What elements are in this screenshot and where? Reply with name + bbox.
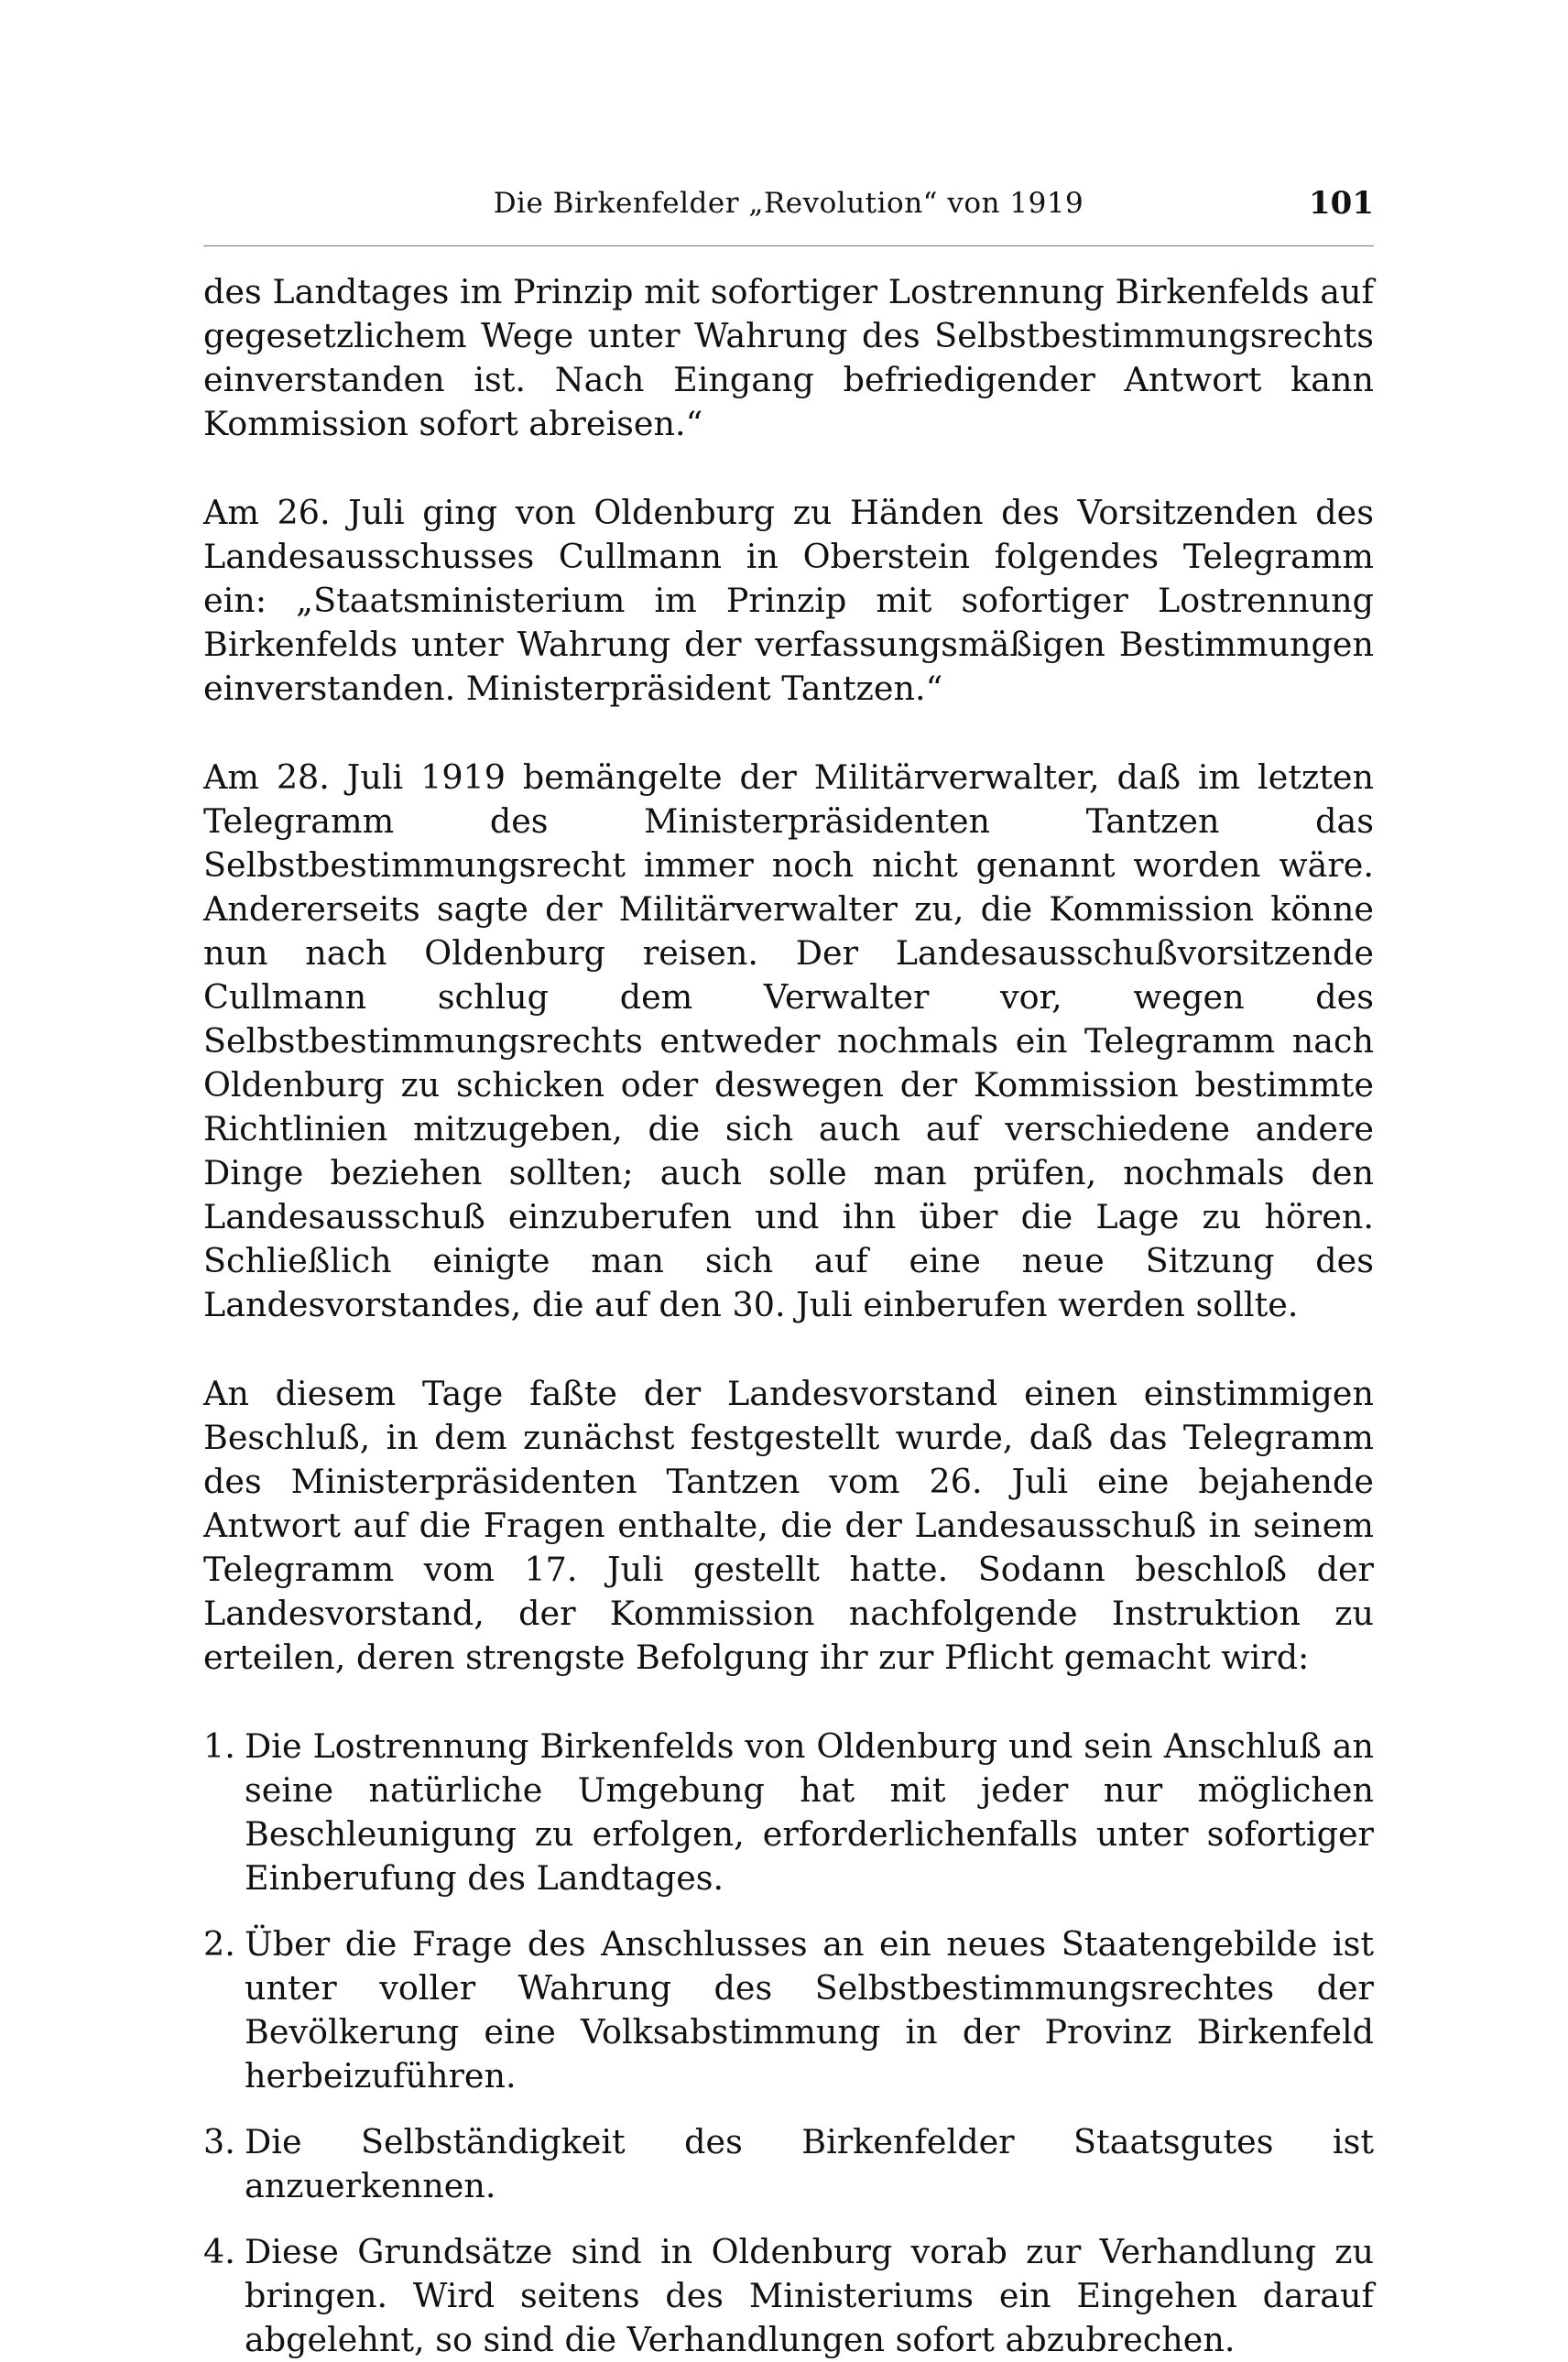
list-item [203,1725,1374,1900]
page-number: 101 [1309,185,1374,222]
list-item-text: Die Lostrennung Birkenfelds von Oldenburg und sein Anschluß an seine natürliche Umgebung hat mit jeder nur möglichen Beschleunigung zu erfolgen, erforderlichenfalls unter sofortiger Einberufung des Landtages. [245,1726,1374,1898]
list-item-text: Die Selbständigkeit des Birkenfelder Staatsgutes ist anzuerkennen. [245,2122,1374,2205]
header-rule [203,245,1374,246]
page-body [203,270,1374,2362]
paragraph: An diesem Tage faßte der Landesvorstand einen einstimmigen Beschluß, in dem zunächst festgestellt wurde, daß das Telegramm des Ministerpräsidenten Tantzen vom 26. Juli eine bejahende Antwort auf die Fragen enthalte, die der Landesausschuß in seinem Telegramm vom 17. Juli gestellt hatte. Sodann beschloß der Landesvorstand, der Kommission nachfolgende Instruktion zu erteilen, deren strengste Befolgung ihr zur Pflicht gemacht wird: [203,1374,1374,1677]
paragraph: des Landtages im Prinzip mit sofortiger Lostrennung Birkenfelds auf gegesetzlichem Wege unter Wahrung des Selbstbestimmungsrechts einverstanden ist. Nach Eingang befriedigender Antwort kann Kommission sofort abreisen.“ [203,272,1374,443]
list-item-number: 2. [203,1924,235,1964]
instruction-list [203,1725,1374,2362]
list-item-text: Über die Frage des Anschlusses an ein neues Staatengebilde ist unter voller Wahrung des Selbstbestimmungsrechtes der Bevölkerung eine Volksabstimmung in der Provinz Birkenfeld herbeizuführen. [245,1924,1374,2095]
running-title: Die Birkenfelder „Revolution“ von 1919 [493,187,1084,220]
list-item [203,1922,1374,2098]
list-item-text: Diese Grundsätze sind in Oldenburg vorab zur Verhandlung zu bringen. Wird seitens des Ministeriums ein Eingehen darauf abgelehnt, so sind die Verhandlungen sofort abzubrechen. [245,2232,1374,2359]
paragraph: Am 26. Juli ging von Oldenburg zu Händen des Vorsitzenden des Landesausschusses Cullmann in Oberstein folgendes Telegramm ein: „Staatsministerium im Prinzip mit sofortiger Lostrennung Birkenfelds unter Wahrung der verfassungsmäßigen Bestimmungen einverstanden. Ministerpräsident Tantzen.“ [203,493,1374,708]
list-item [203,2230,1374,2362]
list-item [203,2120,1374,2208]
paragraph: Am 28. Juli 1919 bemängelte der Militärverwalter, daß im letzten Telegramm des Ministerpräsidenten Tantzen das Selbstbestimmungsrecht immer noch nicht genannt worden wäre. Andererseits sagte der Militärverwalter zu, die Kommission könne nun nach Oldenburg reisen. Der Landesausschußvorsitzende Cullmann schlug dem Verwalter vor, wegen des Selbstbestimmungsrechts entweder nochmals ein Telegramm nach Oldenburg zu schicken oder deswegen der Kommission bestimmte Richtlinien mitzugeben, die sich auch auf verschiedene andere Dinge beziehen sollten; auch solle man prüfen, nochmals den Landesausschuß einzuberufen und ihn über die Lage zu hören. Schließlich einigte man sich auf eine neue Sitzung des Landesvorstandes, die auf den 30. Juli einberufen werden sollte. [203,757,1374,1324]
list-item-number: 1. [203,1726,235,1766]
list-item-number: 4. [203,2232,235,2271]
list-item-number: 3. [203,2122,235,2161]
